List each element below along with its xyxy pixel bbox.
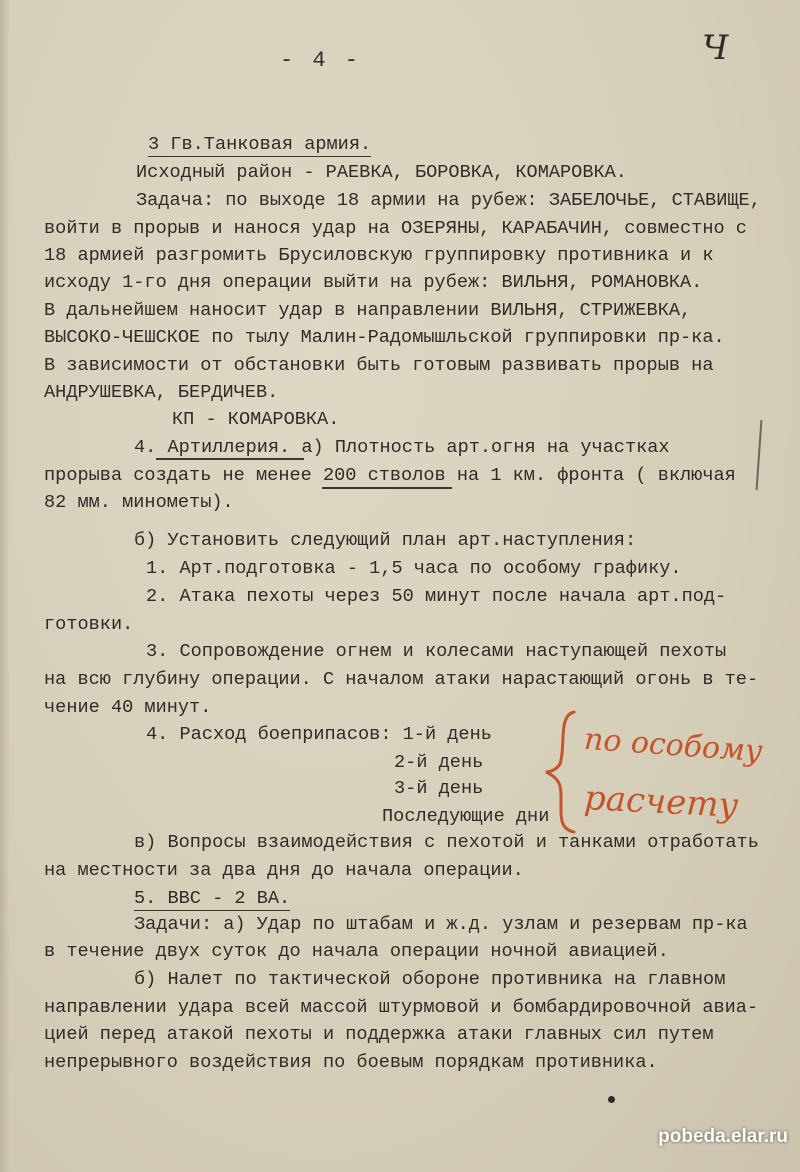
text-line: ВЫСОКО-ЧЕШСКОЕ по тылу Малин-Радомышльской группировки пр-ка. (44, 327, 725, 348)
text-line-ammo-following: Последующие дни (382, 806, 550, 827)
text-line: В зависимости от обстановки быть готовым развивать прорыв на (44, 355, 714, 376)
text-line: готовки. (44, 614, 134, 635)
text-line: 82 мм. минометы). (44, 492, 234, 513)
text-line: чение 40 минут. (44, 697, 212, 718)
section-heading-air-force: 5. ВВС - 2 ВА. (134, 888, 291, 909)
text-line: на местности за два дня до начала операции. (44, 860, 524, 881)
text-line: б) Установить следующий план арт.наступления: (134, 530, 637, 551)
text-line: в течение двух суток до начала операции ночной авиацией. (44, 941, 669, 962)
text-line-ammo-day3: 3-й день (394, 778, 484, 799)
margin-pencil-mark (756, 420, 763, 490)
text-line: Задача: по выходе 18 армии на рубеж: ЗАБЕЛОЧЬЕ, СТАВИЩЕ, (136, 190, 761, 211)
ink-dot (608, 1096, 615, 1103)
text-line: б) Налет по тактической обороне противника на главном (134, 969, 726, 990)
handwritten-annotation-line2: расчету (583, 777, 740, 827)
text-line: 1. Арт.подготовка - 1,5 часа по особому графику. (146, 558, 682, 579)
text-line: направлении удара всей массой штурмовой и бомбардировочной авиа- (44, 997, 759, 1018)
text-line: войти в прорыв и нанося удар на ОЗЕРЯНЫ, КАРАБАЧИН, совместно с (44, 218, 747, 239)
text-line: в) Вопросы взаимодействия с пехотой и танками отработать (134, 832, 759, 853)
text-line: прорыва создать не менее 200 стволов на 1 км. фронта ( включая (44, 465, 736, 486)
text-line: В дальнейшем наносит удар в направлении ВИЛЬНЯ, СТРИЖЕВКА, (44, 300, 692, 321)
text-line: цией перед атакой пехоты и поддержка атаки главных сил путем (44, 1024, 714, 1045)
text-line: 3. Сопровождение огнем и колесами наступающей пехоты (146, 641, 727, 662)
text-line-ammo-day1: 4. Расход боеприпасов: 1-й день (146, 724, 492, 745)
section-heading-tank-army: 3 Гв.Танковая армия. (148, 134, 372, 155)
text-line: 2. Атака пехоты через 50 минут после начала арт.под- (146, 586, 727, 607)
text-line: АНДРУШЕВКА, БЕРДИЧЕВ. (44, 382, 279, 403)
text-line-command-post: КП - КОМАРОВКА. (172, 409, 340, 430)
watermark: pobeda.elar.ru (658, 1126, 788, 1147)
page-edge-shadow (0, 0, 10, 1172)
text-line: на всю глубину операции. С началом атаки нарастающий огонь в те- (44, 669, 759, 690)
text-line: Исходный район - РАЕВКА, БОРОВКА, КОМАРОВКА. (136, 162, 627, 183)
page-number: - 4 - (280, 48, 362, 73)
text-line-ammo-day2: 2-й день (394, 752, 484, 773)
underline-artillery (156, 458, 304, 460)
text-line: непрерывного воздействия по боевым порядкам противника. (44, 1052, 658, 1073)
corner-handwritten-mark: Ч (702, 28, 729, 68)
text-line: 18 армией разгромить Брусиловскую группировку противника и к (44, 245, 714, 266)
underline-200-barrels (322, 487, 452, 489)
section-heading-artillery: 4. Артиллерия. а) Плотность арт.огня на участках (134, 437, 670, 458)
text-line: исходу 1-го дня операции выйти на рубеж: ВИЛЬНЯ, РОМАНОВКА. (44, 272, 703, 293)
text-line: Задачи: а) Удар по штабам и ж.д. узлам и резервам пр-ка (134, 914, 748, 935)
handwritten-annotation-line1: по особому (582, 721, 764, 770)
